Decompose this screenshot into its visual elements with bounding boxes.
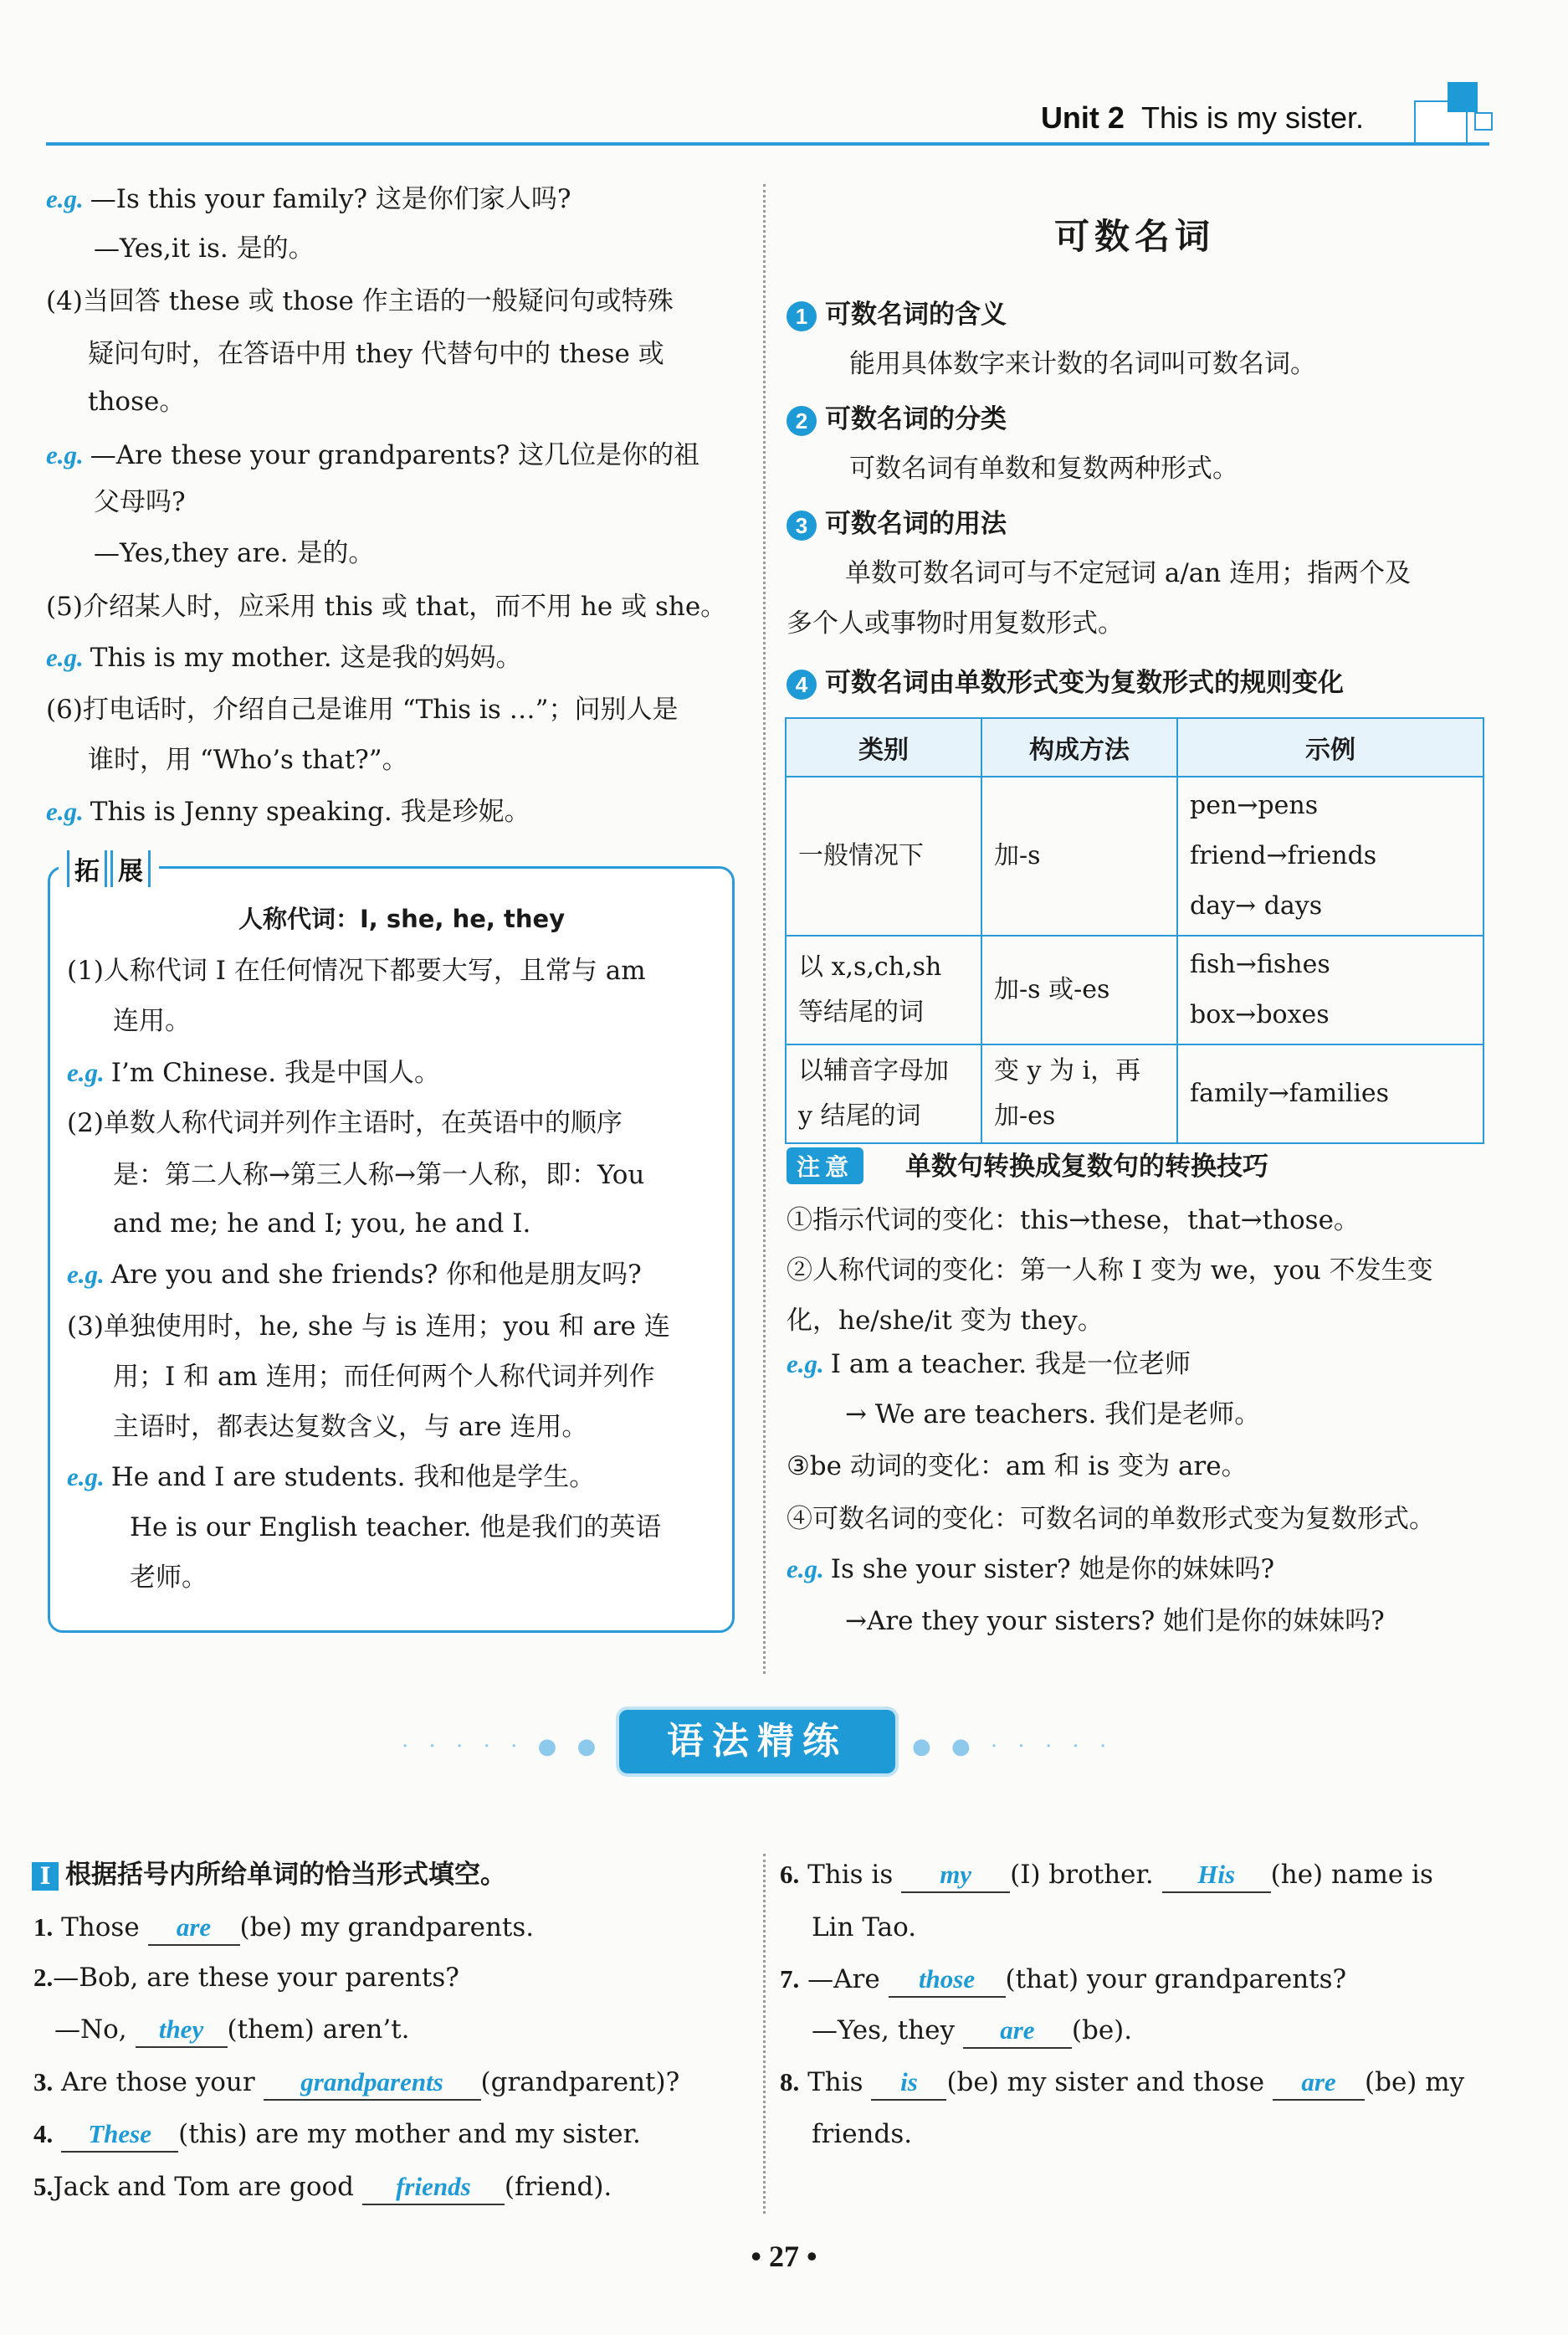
section-banner: 语法精练 xyxy=(619,1710,895,1773)
heading-4: 4 可数名词由单数形式变为复数形式的规则变化 xyxy=(787,661,1344,700)
exercise-item: 4. These (this) are my mother and my sister. xyxy=(33,2117,641,2153)
exercise-item: Lin Tao. xyxy=(812,1912,917,1942)
example-line: e.g. This is my mother. 这是我的妈妈。 xyxy=(46,643,522,673)
answer-blank[interactable]: are xyxy=(148,1911,240,1946)
body-text: 单数可数名词可与不定冠词 a/an 连用；指两个及 xyxy=(845,558,1412,588)
unit-title: Unit 2 This is my sister. xyxy=(1040,100,1364,135)
table-row xyxy=(786,936,1483,1044)
note-heading: 注意 单数句转换成复数句的转换技巧 xyxy=(787,1145,1268,1184)
expand-text: 主语时，都表达复数含义，与 are 连用。 xyxy=(113,1412,588,1442)
rule-text: those。 xyxy=(88,387,186,417)
number-1-icon: 1 xyxy=(787,301,817,331)
note-text: ④可数名词的变化：可数名词的单数形式变为复数形式。 xyxy=(787,1504,1435,1534)
note-text: ①指示代词的变化：this→these，that→those。 xyxy=(787,1205,1360,1235)
rule-text: (6)打电话时，介绍自己是谁用 “This is …”；问别人是 xyxy=(46,695,679,725)
page-number: • 27 • xyxy=(751,2240,817,2273)
note-tag: 注意 xyxy=(787,1147,863,1184)
expand-text: 是：第二人称→第三人称→第一人称，即：You xyxy=(113,1160,645,1190)
heading-1: 1 可数名词的含义 xyxy=(787,293,1007,331)
example-line: →Are they your sisters? 她们是你的妹妹吗? xyxy=(845,1606,1385,1636)
answer-blank[interactable]: friends xyxy=(362,2170,505,2205)
answer-blank[interactable]: are xyxy=(963,2014,1072,2049)
example-line: 老师。 xyxy=(130,1563,208,1593)
section-title: 可数名词 xyxy=(1054,216,1216,257)
expand-text: 连用。 xyxy=(113,1006,191,1036)
header-rule xyxy=(46,142,1489,146)
table-cell: family→families xyxy=(1177,1044,1483,1143)
rule-text: (4)当回答 these 或 those 作主语的一般疑问句或特殊 xyxy=(46,286,674,316)
page-header xyxy=(46,92,1489,149)
column-divider xyxy=(763,1854,766,2214)
exercise-item: friends. xyxy=(812,2119,913,2149)
example-line: e.g. Is she your sister? 她是你的妹妹吗? xyxy=(787,1554,1275,1584)
answer-blank[interactable]: These xyxy=(61,2117,178,2153)
rule-text: 疑问句时，在答语中用 they 代替句中的 these 或 xyxy=(88,339,664,369)
exercise-item: —No, they (them) aren’t. xyxy=(54,2013,410,2048)
plural-rules-table xyxy=(785,717,1484,1144)
rule-text: 谁时，用 “Who’s that?”。 xyxy=(88,745,408,775)
exercise-item: 1. Those are (be) my grandparents. xyxy=(33,1911,534,1946)
table-cell: 以 x,s,ch,sh 等结尾的词 xyxy=(786,936,981,1044)
heading-3: 3 可数名词的用法 xyxy=(787,502,1007,541)
example-line: e.g. Are you and she friends? 你和他是朋友吗? xyxy=(67,1260,642,1290)
answer-blank[interactable]: those xyxy=(889,1963,1006,1998)
exercise-item: 7. —Are those (that) your grandparents? xyxy=(780,1963,1346,1998)
column-divider xyxy=(763,184,766,1674)
table-header-row xyxy=(786,718,1483,777)
body-text: 可数名词有单数和复数两种形式。 xyxy=(849,454,1238,484)
table-header: 类别 xyxy=(786,718,981,777)
rule-text: (5)介绍某人时，应采用 this 或 that，而不用 he 或 she。 xyxy=(46,592,727,622)
expand-text: (3)单独使用时，he, she 与 is 连用；you 和 are 连 xyxy=(67,1311,670,1342)
table-row xyxy=(786,1044,1483,1143)
exercise-item: 2.—Bob, are these your parents? xyxy=(33,1963,459,1993)
answer-blank[interactable]: my xyxy=(901,1858,1010,1893)
example-line: e.g. He and I are students. 我和他是学生。 xyxy=(67,1462,596,1492)
expand-text: (1)人称代词 I 在任何情况下都要大写，且常与 am xyxy=(67,956,646,986)
number-3-icon: 3 xyxy=(787,511,817,541)
table-cell: fish→fishes box→boxes xyxy=(1177,936,1483,1044)
example-line: e.g. —Is this your family? 这是你们家人吗? xyxy=(46,184,571,214)
body-text: 能用具体数字来计数的名词叫可数名词。 xyxy=(849,349,1316,379)
table-cell: pen→pens friend→friends day→ days xyxy=(1177,777,1483,936)
decorative-squares-icon xyxy=(1397,75,1489,142)
dots-left-icon: · · · · · ● ● xyxy=(402,1734,603,1759)
expand-title: 人称代词：I, she, he, they xyxy=(238,905,566,933)
body-text: 多个人或事物时用复数形式。 xyxy=(787,608,1124,639)
exercise-instruction: I 根据括号内所给单词的恰当形式填空。 xyxy=(32,1858,506,1891)
expand-tag: 拓 展 xyxy=(59,850,159,887)
exercise-item: 6. This is my (I) brother. His (he) name is xyxy=(780,1858,1433,1893)
dots-right-icon: ● ● · · · · · xyxy=(912,1734,1114,1759)
example-line: —Yes,it is. 是的。 xyxy=(94,234,315,264)
heading-2: 2 可数名词的分类 xyxy=(787,398,1007,436)
table-row xyxy=(786,777,1483,936)
table-cell: 以辅音字母加 y 结尾的词 xyxy=(786,1044,981,1143)
note-text: ③be 动词的变化：am 和 is 变为 are。 xyxy=(787,1451,1248,1481)
table-header: 构成方法 xyxy=(981,718,1177,777)
answer-blank[interactable]: grandparents xyxy=(264,2066,481,2101)
example-line: e.g. I’m Chinese. 我是中国人。 xyxy=(67,1058,440,1088)
section-badge: I xyxy=(32,1862,59,1891)
table-cell: 一般情况下 xyxy=(786,777,981,936)
example-line: —Yes,they are. 是的。 xyxy=(94,538,375,568)
example-line: e.g. —Are these your grandparents? 这几位是你的祖 xyxy=(46,440,700,470)
table-cell: 加-s 或-es xyxy=(981,936,1177,1044)
exercise-item: 8. This is (be) my sister and those are (be) my xyxy=(780,2066,1464,2101)
answer-blank[interactable]: is xyxy=(871,2066,946,2101)
table-cell: 加-s xyxy=(981,777,1177,936)
expand-text: (2)单数人称代词并列作主语时，在英语中的顺序 xyxy=(67,1108,623,1138)
answer-blank[interactable]: they xyxy=(136,2013,228,2048)
example-line: He is our English teacher. 他是我们的英语 xyxy=(130,1512,662,1542)
example-line: 父母吗? xyxy=(94,487,186,517)
table-cell: 变 y 为 i，再加-es xyxy=(981,1044,1177,1143)
expand-text: 用；I 和 am 连用；而任何两个人称代词并列作 xyxy=(113,1362,655,1392)
note-text: 化，he/she/it 变为 they。 xyxy=(787,1306,1104,1336)
table-header: 示例 xyxy=(1177,718,1483,777)
exercise-item: 3. Are those your grandparents (grandparent)? xyxy=(33,2066,679,2101)
note-text: ②人称代词的变化：第一人称 I 变为 we，you 不发生变 xyxy=(787,1255,1433,1286)
example-line: → We are teachers. 我们是老师。 xyxy=(845,1399,1261,1429)
expand-text: and me; he and I; you, he and I. xyxy=(113,1209,531,1239)
number-4-icon: 4 xyxy=(787,670,817,700)
answer-blank[interactable]: His xyxy=(1162,1858,1271,1893)
example-line: e.g. I am a teacher. 我是一位老师 xyxy=(787,1349,1191,1379)
number-2-icon: 2 xyxy=(787,406,817,436)
example-line: e.g. This is Jenny speaking. 我是珍妮。 xyxy=(46,797,530,827)
exercise-item: —Yes, they are (be). xyxy=(812,2014,1132,2049)
exercise-item: 5.Jack and Tom are good friends (friend). xyxy=(33,2170,612,2205)
answer-blank[interactable]: are xyxy=(1273,2066,1365,2101)
